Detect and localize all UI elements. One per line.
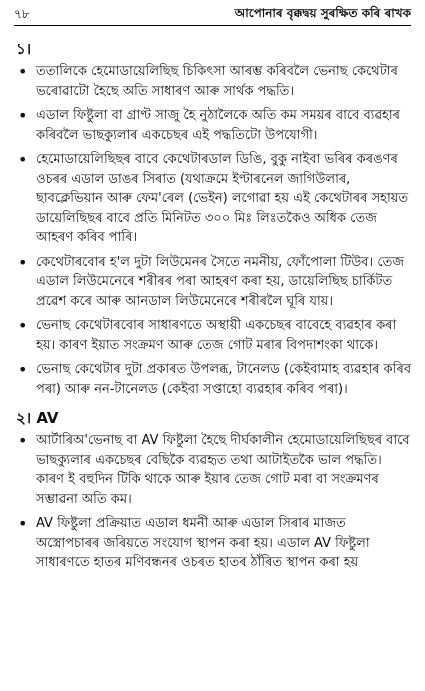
bullet-icon: • <box>18 514 28 533</box>
list-item <box>14 431 413 509</box>
section-heading-2: ২। AV <box>16 409 59 427</box>
section-heading-1: ১। <box>16 40 32 58</box>
list-item-text: এডাল ফিষ্টুলা বা গ্ৰাণ্ট সাজু হৈ নুঠালৈকে অতি কম সময়ৰ বাবে ব্যৱহাৰ কৰিবলৈ ভাছক্যুলাৰ একচেছৰ এই পদ্ধতিটো উপযোগী। <box>36 108 400 143</box>
bullet-icon: • <box>18 252 28 272</box>
header-rule <box>14 25 411 26</box>
bullet-list-1 <box>14 62 413 399</box>
list-item <box>14 514 413 573</box>
list-item <box>14 316 413 355</box>
bullet-icon: • <box>18 106 28 125</box>
bullet-icon: • <box>18 316 28 335</box>
page-header <box>0 0 425 24</box>
list-item <box>14 360 413 399</box>
list-item <box>14 62 413 101</box>
bullet-icon: • <box>18 62 28 81</box>
bullet-icon: • <box>18 150 28 169</box>
list-item-text: কেথেটাৰবোৰ হ'ল দুটা লিউমেনৰ সৈতে নমনীয়, ফোঁপোলা টিউব। তেজ এডাল লিউমেনেৰে শৰীৰৰ পৰা আহৰণ কৰা হয়, ডায়েলিছিছ চাৰ্কিটত প্ৰৱেশ কৰে আৰু আনডাল লিউমেনেৰে শৰীৰলৈ ঘূৰি যায়। <box>36 254 404 309</box>
list-item <box>14 106 413 145</box>
list-item-text: ভেনাছ কেথেটাৰ দুটা প্ৰকাৰত উপলব্ধ, টানেলড (কেইবামাহ ব্যৱহাৰ কৰিব পৰা) আৰু নন-টানেলড (কেইবা সপ্তাহো ব্যৱহাৰ কৰিব পৰা)। <box>36 362 412 397</box>
list-item <box>14 253 413 312</box>
list-item <box>14 150 413 248</box>
list-item-text: ভেনাছ কেথেটাৰবোৰ সাধাৰণতে অস্থায়ী একচেছৰ বাবেহে ব্যৱহাৰ কৰা হয়। কাৰণ ইয়াত সংক্ৰমণ আৰু তেজ গোট মৰাৰ বিপদাশংকা থাকে। <box>36 318 397 353</box>
bullet-icon: • <box>18 431 28 450</box>
list-item-text: হেমোডায়েলিছিছৰ বাবে কেথেটাৰডাল ডিঙি, বুকু নাইবা ভৰিৰ কৰঙণৰ ওচৰৰ এডাল ডাঙৰ সিৰাত (যথাক্ৰমে ইণ্টাৰনেল জাগিউলাৰ, ছাবক্লেভিয়ান আৰু ফেম'ৰেল (ভেইন) লগোৱা হয় এই কেথেটাৰৰ সহায়ত ডায়েলিছিছৰ বাবে প্ৰতি মিনিটত ৩০০ মিঃ লিঃতকৈও অধিক তেজ আহৰণ কৰিব পাৰি। <box>36 152 409 245</box>
list-item-text: ততালিকে হেমোডায়েলিছিছ চিকিৎসা আৰম্ভ কৰিবলৈ ভেনাছ কেথেটাৰ ভৰোৱাটো হৈছে অতি সাধাৰণ আৰু সাৰ্থক পদ্ধতি। <box>36 64 398 99</box>
page-body <box>14 34 413 578</box>
list-item-text: আৰ্টাৰিঅ'ভেনাছ বা AV ফিষ্টুলা হৈছে দীৰ্ঘকালীন হেমোডায়েলিছিছৰ বাবে ভাছক্যুলাৰ একচেছৰ বেছিকৈ ব্যৱহৃত তথা আটাইতকৈ ভাল পদ্ধতি। কাৰণ ই বহুদিন টিকি থাকে আৰু ইয়াৰ তেজ গোট মৰা বা সংক্ৰমণৰ সম্ভাৱনা অতি কম। <box>36 433 410 507</box>
bullet-list-2 <box>14 431 413 573</box>
page-number: ৭৮ <box>14 7 30 21</box>
list-item-text: AV ফিষ্টুলা প্ৰক্ৰিয়াত এডাল ধমনী আৰু এডাল সিৰাৰ মাজত অস্ত্ৰোপচাৰৰ জৰিয়তে সংযোগ স্থাপন কৰা হয়। এডাল AV ফিষ্টুলা সাধাৰণতে হাতৰ মণিবন্ধনৰ ওচৰত হাতৰ ঠাঁৰিত স্থাপন কৰা হয় <box>36 516 370 570</box>
bullet-icon: • <box>18 360 28 379</box>
running-title: আপোনাৰ বৃক্কদ্বয় সুৰক্ষিত কৰি ৰাখক <box>234 6 411 20</box>
